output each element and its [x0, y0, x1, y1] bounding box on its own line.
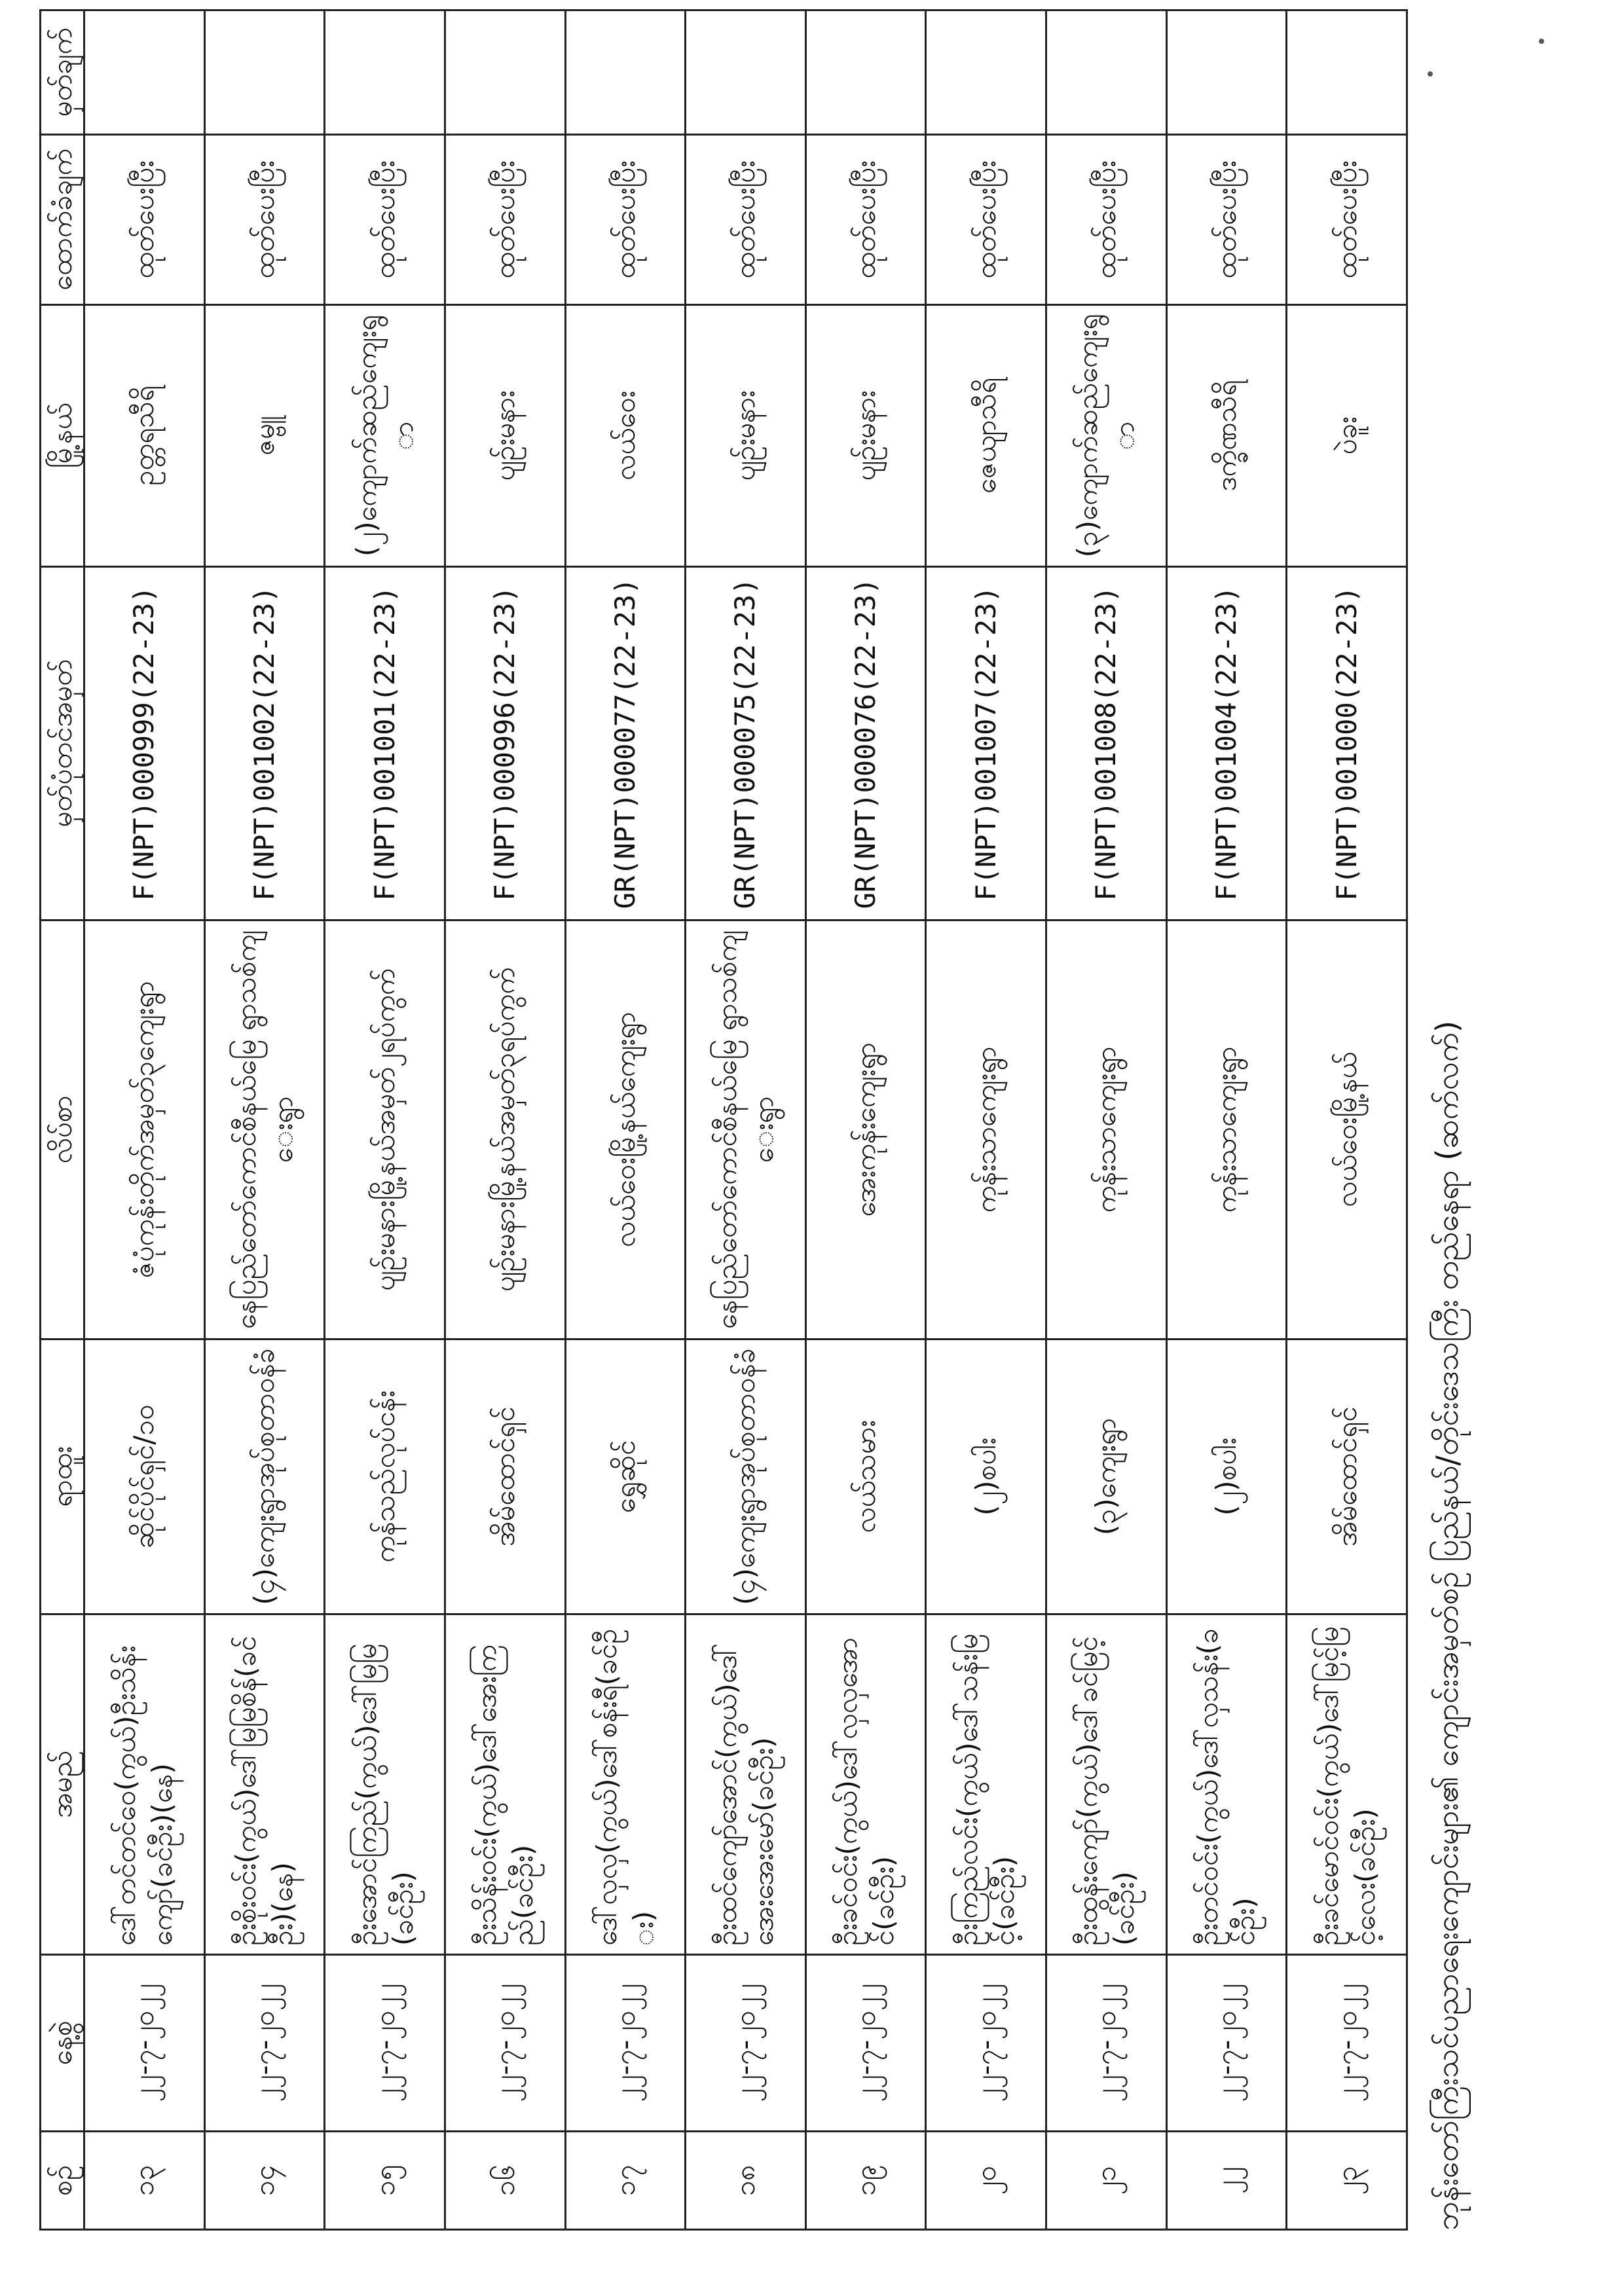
cell-reg-no: GR(NPT)000076(22-23): [805, 567, 926, 920]
cell-remark: [84, 10, 205, 135]
cell-no: ၁၄: [204, 2132, 325, 2230]
cell-no: ၁၉: [805, 2132, 926, 2230]
cell-role: လယ်သမား: [805, 1339, 926, 1614]
cell-address: ဇံပုံကုန်းတိုက်အမှတ်၃ကျေးရွာ: [84, 920, 205, 1339]
cell-date: ၂၂-၇-၂၀၂၂: [1166, 1955, 1287, 2132]
cell-date: ၂၂-၇-၂၀၂၂: [686, 1955, 806, 2132]
table-row: [686, 10, 806, 2230]
cell-no: ၁၅: [325, 2132, 445, 2230]
cell-remark: [1046, 10, 1167, 135]
table-row: [1166, 10, 1287, 2230]
cell-role: ဆိုင်ပိုင်ရှင်/၁၀: [84, 1339, 205, 1614]
cell-reg-no: F(NPT)001004(22-23): [1166, 567, 1287, 920]
table-row: [204, 10, 325, 2230]
cell-address: အေးကုန်းကျေးရွာ: [805, 920, 926, 1339]
cell-address: ပျဉ်းမနားမြို့နယ်အမှတ်၂ရပ်ကွက်: [325, 920, 445, 1339]
cell-remark: [445, 10, 565, 135]
cell-date: ၂၂-၇-၂၀၂၂: [204, 1955, 325, 2132]
cell-status: ထုတ်ပေးပြီး: [325, 135, 445, 305]
cell-name: ဦးထွန်းကျော်(ကွယ်)ဒေါ်ခင်မြင့်(ခင်ဦး): [1046, 1614, 1167, 1955]
header-reg-no: မှတ်ပုံတင်အမှတ်: [41, 567, 84, 920]
cell-role: ရွှေဆိုင်: [565, 1339, 686, 1614]
cell-address: လယ်ဝေးမြို့နယ်: [1287, 920, 1407, 1339]
cell-remark: [1287, 10, 1407, 135]
cell-remark: [686, 10, 806, 135]
cell-township: (၂)ကျောက်ဆည်ကျေးရွာ: [325, 305, 445, 567]
cell-reg-no: F(NPT)001007(22-23): [926, 567, 1046, 920]
cell-no: ၁၇: [565, 2132, 686, 2230]
cell-role: (၄)ကျေးရွာအုပ်စုတာဝန်ခံ: [686, 1339, 806, 1614]
cell-address: နေပြည်တော်ကောင်စီနယ်မြေ ရွာသစ်ကျေးရွာ: [204, 920, 325, 1339]
cell-status: ထုတ်ပေးပြီး: [1046, 135, 1167, 305]
header-name: အမည်: [41, 1614, 84, 1955]
cell-status: ထုတ်ပေးပြီး: [1166, 135, 1287, 305]
cell-remark: [325, 10, 445, 135]
cell-status: ထုတ်ပေးပြီး: [84, 135, 205, 305]
table-header-row: [41, 10, 84, 2230]
cell-township: ဒက္ခိဏသီရိ: [1166, 305, 1287, 567]
cell-date: ၂၂-၇-၂၀၂၂: [325, 1955, 445, 2132]
scan-speck: [1428, 71, 1433, 77]
cell-status: ထုတ်ပေးပြီး: [805, 135, 926, 305]
records-table: [39, 9, 1408, 2231]
cell-remark: [1166, 10, 1287, 135]
cell-township: ဇမ္ဗူ: [204, 305, 325, 567]
cell-status: ထုတ်ပေးပြီး: [686, 135, 806, 305]
cell-remark: [204, 10, 325, 135]
cell-name: ဦးအောင်ကြည်(ကွယ်)ဒေါ်မြမြ(ခင်ဦး): [325, 1614, 445, 1955]
cell-address: ကုန်းသာကျေးရွာ: [1166, 920, 1287, 1339]
cell-name: ဦးခင်ဝင်း(ကွယ်)ဒေါ်လှလှအောင်(ခင်ဦး): [805, 1614, 926, 1955]
cell-name: ဦးစိုးဝင်း(ကွယ်)ဒေါ်မြမြစိန်(ခင်ဦး)(နေ): [204, 1614, 325, 1955]
cell-remark: [926, 10, 1046, 135]
cell-address: ကုန်းသာကျေးရွာ: [1046, 920, 1167, 1339]
cell-no: ၁၃: [84, 2132, 205, 2230]
cell-name: ဒေါ်တင်တင်ဝေ(ကွယ်)ဦးသိန်းကျော်(ခင်ဦး)(နေ): [84, 1614, 205, 1955]
cell-township: လယ်ဝေး: [565, 305, 686, 567]
cell-date: ၂၂-၇-၂၀၂၂: [1287, 1955, 1407, 2132]
cell-township: ပျဉ်းမနား: [445, 305, 565, 567]
cell-reg-no: GR(NPT)000075(22-23): [686, 567, 806, 920]
table-row: [84, 10, 205, 2230]
cell-role: (၂)စပါး: [1166, 1339, 1287, 1614]
cell-township: ပျဉ်းမနား: [686, 305, 806, 567]
cell-name: ဦးသိန်းဝင်း(ကွယ်)ဒေါ်အေးကြည်(ခင်ဦး): [445, 1614, 565, 1955]
cell-reg-no: F(NPT)001008(22-23): [1046, 567, 1167, 920]
cell-role: (၃)ကျေးရွာ: [1046, 1339, 1167, 1614]
cell-township: (၃)ကျောက်ဆည်ကျေးရွာ: [1046, 305, 1167, 567]
cell-name: ဦးတင်ဝင်း(ကွယ်)ဒေါ်လှသန်း(ခင်ဦး): [1166, 1614, 1287, 1955]
cell-name: ဦးကြည်လင်း(ကွယ်)ဒေါ်သန်းမြင့်(ခင်ဦး): [926, 1614, 1046, 1955]
cell-address: ပျဉ်းမနားမြို့နယ်အမှတ်၃ရပ်ကွက်: [445, 920, 565, 1339]
header-status: ထောက်ခံချက်: [41, 135, 84, 305]
table-row: [1287, 10, 1407, 2230]
page-title: ဘုန်းတော်ကြီးသင်ပညာရေးကျောင်းများ၏ ကျောင်းအမှတ်စဉ် ပြည်နယ်/တိုင်းဒေသကြီး တည်နေရာ (ဆက်လက်): [1430, 1021, 1465, 2231]
cell-status: ထုတ်ပေးပြီး: [565, 135, 686, 305]
cell-address: နေပြည်တော်ကောင်စီနယ်မြေ ရွာသစ်ကျေးရွာ: [686, 920, 806, 1339]
header-remark: မှတ်ချက်: [41, 10, 84, 135]
cell-reg-no: F(NPT)001000(22-23): [1287, 567, 1407, 920]
cell-date: ၂၂-၇-၂၀၂၂: [805, 1955, 926, 2132]
cell-remark: [565, 10, 686, 135]
cell-remark: [805, 10, 926, 135]
cell-role: (၂)စပါး: [926, 1339, 1046, 1614]
cell-status: ထုတ်ပေးပြီး: [445, 135, 565, 305]
cell-name: ဦးခင်မောင်ဝင်း(ကွယ်)ဒေါ်မြင့်မြင့်လေး(ခင်ဦး): [1287, 1614, 1407, 1955]
cell-role: ကုန်သည်လုပ်ငန်း: [325, 1339, 445, 1614]
cell-date: ၂၂-၇-၂၀၂၂: [84, 1955, 205, 2132]
header-no: စဉ်: [41, 2132, 84, 2230]
header-role: ရာထူး: [41, 1339, 84, 1614]
table-row: [325, 10, 445, 2230]
cell-name: ဒေါ်လှလှ(ကွယ်)ဒေါ်စန်းရီ(ခင်ဦး): [565, 1614, 686, 1955]
scan-speck: [1539, 39, 1544, 44]
header-township: မြို့နယ်: [41, 305, 84, 567]
cell-no: ၁၈: [686, 2132, 806, 2230]
cell-name: ဦးထင်ကျော်အောင်(ကွယ်)ဒေါ်အေးအေးမော်(ခင်ဦး): [686, 1614, 806, 1955]
cell-date: ၂၂-၇-၂၀၂၂: [445, 1955, 565, 2132]
table-row: [565, 10, 686, 2230]
cell-date: ၂၂-၇-၂၀၂၂: [926, 1955, 1046, 2132]
cell-township: ပဲခူး: [1287, 305, 1407, 567]
cell-no: ၂၃: [1287, 2132, 1407, 2230]
cell-no: ၂၁: [1046, 2132, 1167, 2230]
cell-reg-no: F(NPT)001002(22-23): [204, 567, 325, 920]
cell-role: အိမ်ထောင်ရှင်: [1287, 1339, 1407, 1614]
cell-reg-no: GR(NPT)000077(22-23): [565, 567, 686, 920]
cell-reg-no: F(NPT)001001(22-23): [325, 567, 445, 920]
cell-township: ဥတ္တရသီရိ: [84, 305, 205, 567]
header-address: လိပ်စာ: [41, 920, 84, 1339]
cell-reg-no: F(NPT)000996(22-23): [445, 567, 565, 920]
cell-address: ကုန်းသာကျေးရွာ: [926, 920, 1046, 1339]
table-row: [926, 10, 1046, 2230]
cell-reg-no: F(NPT)000999(22-23): [84, 567, 205, 920]
cell-status: ထုတ်ပေးပြီး: [1287, 135, 1407, 305]
cell-role: (၄)ကျေးရွာအုပ်စုတာဝန်ခံ: [204, 1339, 325, 1614]
cell-role: အိမ်ထောင်ရှင်: [445, 1339, 565, 1614]
cell-date: ၂၂-၇-၂၀၂၂: [1046, 1955, 1167, 2132]
table-row: [805, 10, 926, 2230]
cell-status: ထုတ်ပေးပြီး: [204, 135, 325, 305]
cell-no: ၁၆: [445, 2132, 565, 2230]
cell-status: ထုတ်ပေးပြီး: [926, 135, 1046, 305]
cell-date: ၂၂-၇-၂၀၂၂: [565, 1955, 686, 2132]
cell-address: လယ်ဝေးမြို့နယ်ကျေးရွာ: [565, 920, 686, 1339]
table-row: [1046, 10, 1167, 2230]
cell-township: ပျဉ်းမနား: [805, 305, 926, 567]
cell-no: ၂၀: [926, 2132, 1046, 2230]
header-date: နေ့စွဲ: [41, 1955, 84, 2132]
cell-township: ဇေယျာသီရိ: [926, 305, 1046, 567]
table-row: [445, 10, 565, 2230]
cell-no: ၂၂: [1166, 2132, 1287, 2230]
